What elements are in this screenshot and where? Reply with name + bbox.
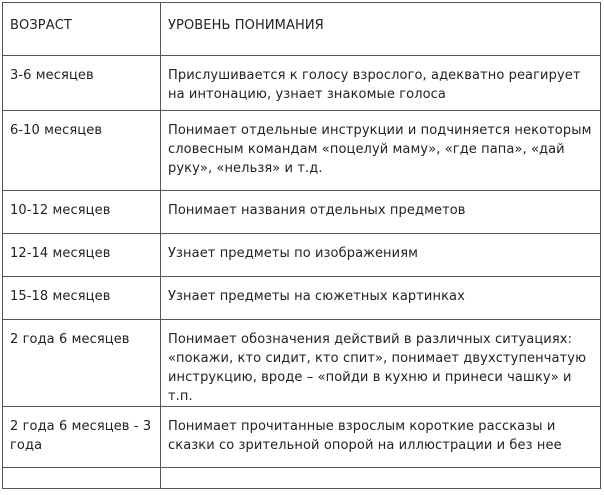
age-text: 3-6 месяцев	[10, 68, 94, 83]
age-cell	[3, 407, 161, 468]
age-text: 6-10 месяцев	[10, 123, 103, 138]
header-level-label: УРОВЕНЬ ПОНИМАНИЯ	[168, 18, 324, 33]
table-row	[3, 320, 601, 407]
empty-cell	[3, 468, 161, 489]
table-row	[3, 277, 601, 320]
age-cell	[3, 56, 161, 111]
description-cell	[161, 320, 601, 407]
description-cell	[161, 234, 601, 277]
description-text: Понимает названия отдельных предметов	[168, 203, 466, 218]
table-row	[3, 234, 601, 277]
description-text: Понимает обозначения действий в различных ситуациях: «покажи, кто сидит, кто спит», понимает двухступенчатую инструкцию, вроде – «пойди в кухню и принеси чашку» и т.п.	[168, 332, 587, 404]
empty-cell	[161, 468, 601, 489]
age-cell	[3, 191, 161, 234]
description-cell	[161, 56, 601, 111]
table-row	[3, 56, 601, 111]
description-text: Понимает отдельные инструкции и подчиняется некоторым словесным командам «поцелуй маму», «где папа», «дай руку», «нельзя» и т.д.	[168, 123, 592, 176]
description-text: Узнает предметы по изображениям	[168, 246, 419, 261]
description-cell	[161, 277, 601, 320]
age-text: 2 года 6 месяцев	[10, 332, 130, 347]
table-row	[3, 191, 601, 234]
header-cell-level	[161, 3, 601, 56]
description-cell	[161, 111, 601, 191]
header-cell-age	[3, 3, 161, 56]
description-text: Узнает предметы на сюжетных картинках	[168, 289, 465, 304]
age-text: 10-12 месяцев	[10, 203, 111, 218]
age-text: 15-18 месяцев	[10, 289, 111, 304]
table-row	[3, 111, 601, 191]
speech-comprehension-table	[2, 2, 601, 489]
age-cell	[3, 234, 161, 277]
age-cell	[3, 111, 161, 191]
table-row	[3, 407, 601, 468]
age-text: 2 года 6 месяцев - 3 года	[10, 419, 152, 453]
table-header-row	[3, 3, 601, 56]
description-cell	[161, 407, 601, 468]
description-cell	[161, 191, 601, 234]
age-text: 12-14 месяцев	[10, 246, 111, 261]
age-cell	[3, 320, 161, 407]
description-text: Понимает прочитанные взрослым короткие рассказы и сказки со зрительной опорой на иллюстрации и без нее	[168, 419, 562, 453]
description-text: Прислушивается к голосу взрослого, адекватно реагирует на интонацию, узнает знакомые голоса	[168, 68, 581, 102]
table-row-cropped	[3, 468, 601, 489]
age-cell	[3, 277, 161, 320]
header-age-label: ВОЗРАСТ	[10, 18, 72, 33]
